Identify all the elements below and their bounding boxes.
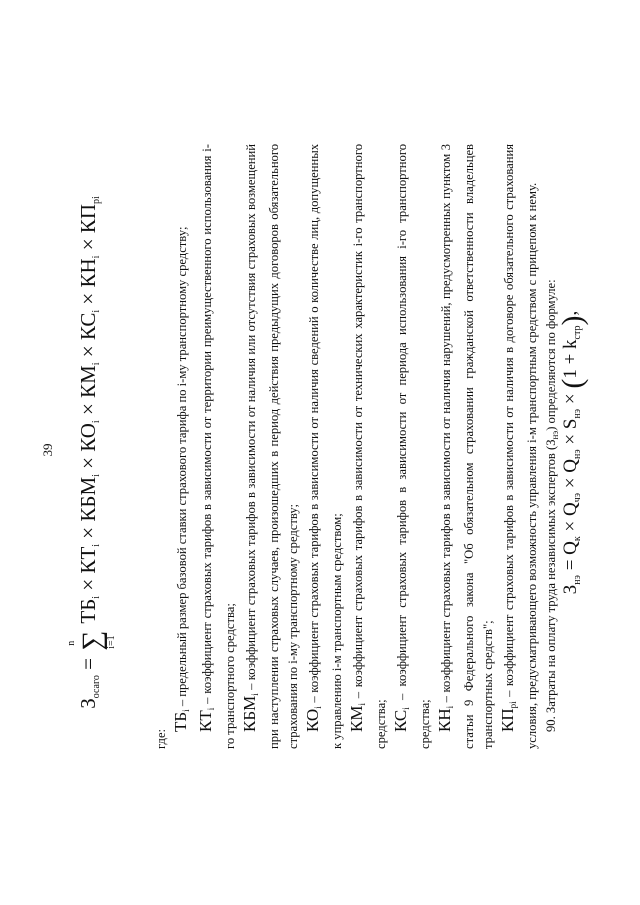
formula-osago: $З_{осаго}$ = ∑ n i=1 $ТБ_i \times КТ_i \times КБМ_i \times КО_i \times КМ_i \times КС_i \times КН_i \times КП_{pi}$ (66, 196, 117, 709)
definition-item: $КМ_i$ – коэффициент страховых тарифов в зависимости от технических характеристик i-го транспортного средства; (347, 144, 388, 749)
definition-item: $КН_i$ – коэффициент страховых тарифов в зависимости от наличия нарушений, предусмотренных пунктом 3 статьи 9 Федерального закона "Об обязательном страховании гражданской ответственности владельцев транспортных средств"; (435, 144, 495, 749)
definition-item: $КП_{pi}$ – коэффициент страховых тарифов в зависимости от наличия в договоре обязательного страхования условия, предусматривающего возможность управления i-м транспортным средством с прицепом к нему. (498, 144, 539, 749)
paragraph-90: 90. Затраты на оплату труда независимых экспертов $(З_{нэ})$ определяются по формуле: (544, 279, 560, 732)
page-number: 39 (40, 443, 55, 457)
formula-lhs: З (76, 698, 100, 709)
definitions-block (152, 144, 565, 749)
definition-item: $ТБ_i$ – предельный размер базовой ставки страхового тарифа по i-му транспортному средству; (171, 226, 191, 732)
definition-item: $КО_i$ – коэффициент страховых тарифов в зависимости от наличия сведений о количестве лиц, допущенных к управлению i-м транспортным средством; (303, 144, 344, 749)
sum-operator: ∑ n i=1 (66, 630, 117, 651)
where-label: где: (154, 728, 168, 749)
formula-experts: $З_{нэ} = Q_к \times Q_{чэ} \times Q_{нэ} \times S_{нэ} \times (1 + k_{стр})$, (556, 310, 589, 595)
definition-item: $КБМ_i$ – коэффициент страховых тарифов в зависимости от наличия или отсутствия страховых возмещений при наступлении страховых случаев, произошедших в период действия предыдущих договоров обязательного страхования по i-му транспортному средству; (240, 144, 300, 749)
definition-item: $КТ_i$ – коэффициент страховых тарифов в зависимости от территории преимущественного использования i-го транспортного средства; (196, 144, 237, 749)
definition-item: $КС_i$ – коэффициент страховых тарифов в зависимости от периода использования i-го транспортного средства; (391, 144, 432, 749)
